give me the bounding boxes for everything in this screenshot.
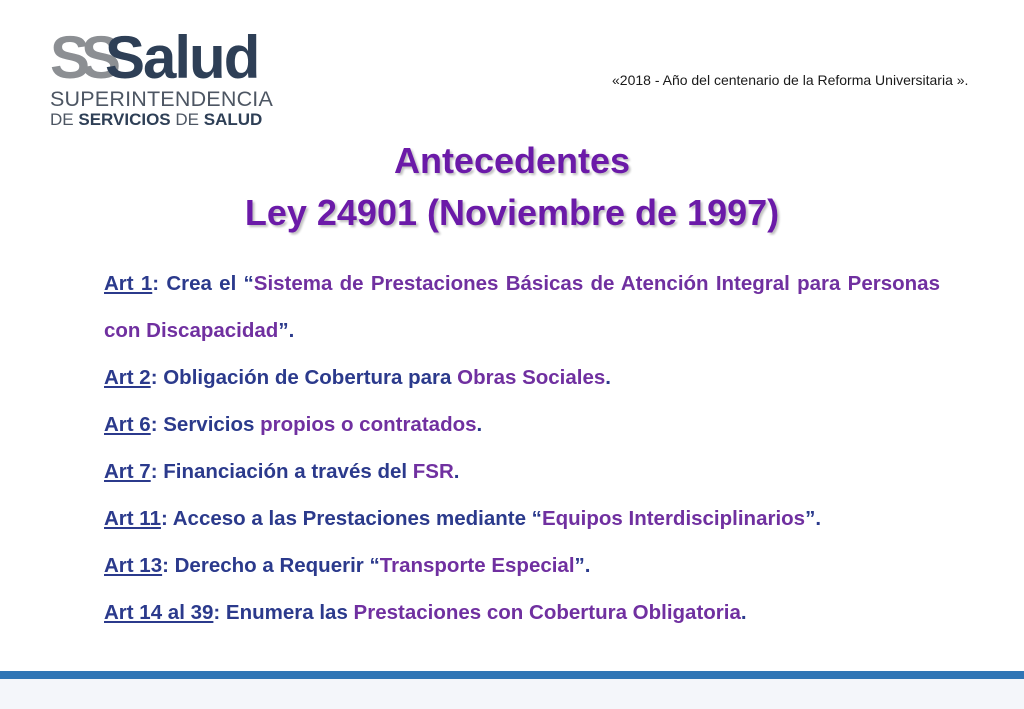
article-item xyxy=(104,401,940,448)
article-text: . xyxy=(605,366,611,389)
article-item xyxy=(104,260,940,354)
article-highlight-text: FSR xyxy=(412,460,454,483)
logo-superintendencia: SUPERINTENDENCIA xyxy=(50,87,274,111)
article-item xyxy=(104,354,940,401)
article-ref-link[interactable]: Art 6 xyxy=(104,413,151,436)
article-item xyxy=(104,495,940,542)
motto-text: «2018 - Año del centenario de la Reforma Universitaria ». xyxy=(612,72,969,88)
title-line-1: Antecedentes xyxy=(393,140,631,181)
article-text: : Derecho a Requerir “ xyxy=(162,554,380,577)
article-ref-link[interactable]: Art 14 al 39 xyxy=(104,601,214,624)
logo-salud-word: Salud xyxy=(105,24,259,91)
article-ref-link[interactable]: Art 11 xyxy=(104,507,161,530)
article-ref-link[interactable]: Art 1 xyxy=(104,272,153,295)
article-item xyxy=(104,589,940,636)
logo-servicios: SERVICIOS xyxy=(78,110,171,129)
article-text: . xyxy=(453,460,460,483)
article-highlight-text: Prestaciones con Cobertura Obligatoria xyxy=(353,601,741,624)
article-text: : Enumera las xyxy=(213,601,354,624)
article-highlight-text: Transporte Especial xyxy=(379,554,575,577)
article-text: ”. xyxy=(278,319,295,342)
footer-bar xyxy=(0,671,1024,679)
article-text: : Financiación a través del xyxy=(150,460,413,483)
footer-shade xyxy=(0,679,1024,709)
article-text: . xyxy=(476,413,483,436)
article-text: . xyxy=(740,601,747,624)
article-text: ”. xyxy=(805,507,822,530)
logo-salud: SALUD xyxy=(203,110,263,129)
logo-ss-mark: SS xyxy=(50,24,113,91)
article-item xyxy=(104,448,940,495)
article-highlight-text: propios o contratados xyxy=(260,413,477,436)
logo-de-1: DE xyxy=(50,110,74,129)
article-highlight-text: Equipos Interdisciplinarios xyxy=(541,507,806,530)
article-text: : Crea el “ xyxy=(152,272,254,295)
logo-mark xyxy=(50,24,265,91)
article-ref-link[interactable]: Art 7 xyxy=(104,460,151,483)
articles-list xyxy=(104,260,940,636)
logo-de-2: DE xyxy=(175,110,199,129)
article-text: : Obligación de Cobertura para xyxy=(150,366,458,389)
article-highlight-text: Sistema de Prestaciones Básicas de Atención Integral para Personas con Discapacidad xyxy=(104,272,940,342)
article-text: : Servicios xyxy=(150,413,261,436)
title-line-2: Ley 24901 (Noviembre de 1997) xyxy=(244,192,780,233)
logo-servicios-de-salud xyxy=(50,110,265,130)
article-item xyxy=(104,542,940,589)
sss-logo xyxy=(50,24,274,130)
article-ref-link[interactable]: Art 13 xyxy=(104,554,163,577)
article-text: : Acceso a las Prestaciones mediante “ xyxy=(160,507,542,530)
article-highlight-text: Obras Sociales xyxy=(457,366,606,389)
article-text: ”. xyxy=(574,554,591,577)
slide-title xyxy=(0,135,1024,239)
article-ref-link[interactable]: Art 2 xyxy=(104,366,151,389)
